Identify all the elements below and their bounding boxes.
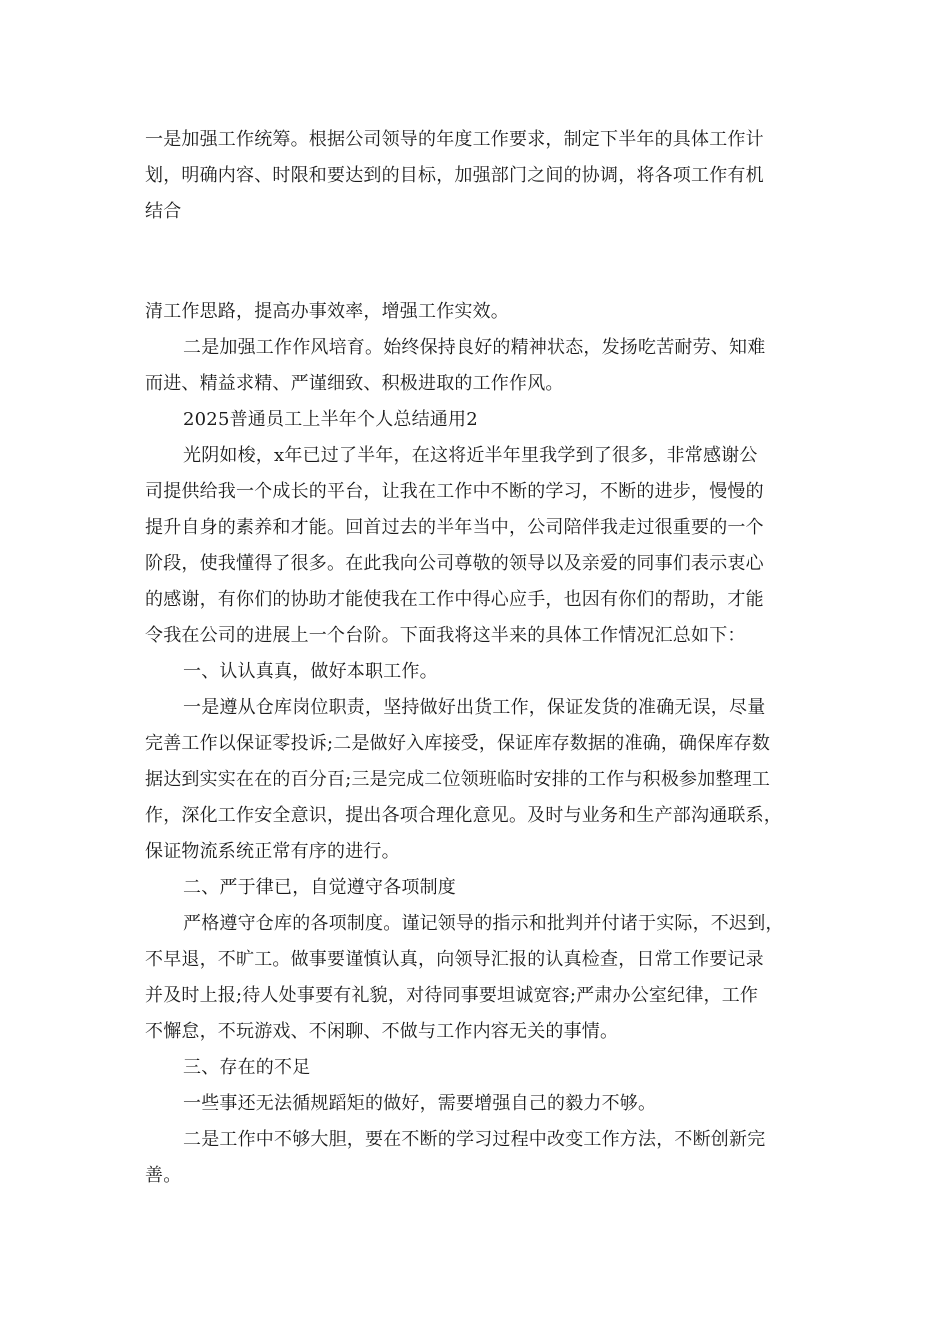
paragraph-start: 二是加强工作作风培育。始终保持良好的精神状态，发扬吃苦耐劳、知难 bbox=[183, 337, 766, 358]
paragraph-start: 光阴如梭，x年已过了半年，在这将近半年里我学到了很多，非常感谢公 bbox=[183, 445, 758, 466]
section-title: 2025普通员工上半年个人总结通用2 bbox=[183, 409, 478, 430]
text-line: 并及时上报;待人处事要有礼貌，对待同事要坦诚宽容;严肃办公室纪律，工作 bbox=[145, 985, 759, 1006]
paragraph-start: 严格遵守仓库的各项制度。谨记领导的指示和批判并付诸于实际，不迟到， bbox=[183, 913, 784, 934]
text-line: 提升自身的素养和才能。回首过去的半年当中，公司陪伴我走过很重要的一个 bbox=[145, 517, 764, 538]
text-line: 一是加强工作统筹。根据公司领导的年度工作要求，制定下半年的具体工作计 bbox=[145, 129, 764, 150]
text-line: 而进、精益求精、严谨细致、积极进取的工作作风。 bbox=[145, 373, 564, 394]
text-line: 司提供给我一个成长的平台，让我在工作中不断的学习，不断的进步，慢慢的 bbox=[145, 481, 764, 502]
heading-3: 三、存在的不足 bbox=[183, 1057, 311, 1078]
text-line: 清工作思路，提高办事效率，增强工作实效。 bbox=[145, 301, 509, 322]
text-line: 的感谢，有你们的协助才能使我在工作中得心应手，也因有你们的帮助，才能 bbox=[145, 589, 764, 610]
text-line: 阶段，使我懂得了很多。在此我向公司尊敬的领导以及亲爱的同事们表示衷心 bbox=[145, 553, 764, 574]
text-line: 保证物流系统正常有序的进行。 bbox=[145, 841, 400, 862]
paragraph-start: 二是工作中不够大胆，要在不断的学习过程中改变工作方法，不断创新完 bbox=[183, 1129, 766, 1150]
paragraph-start: 一是遵从仓库岗位职责，坚持做好出货工作，保证发货的准确无误，尽量 bbox=[183, 697, 766, 718]
document-page bbox=[145, 122, 810, 1194]
heading-2: 二、严于律已，自觉遵守各项制度 bbox=[183, 877, 456, 898]
text-line: 善。 bbox=[145, 1165, 182, 1186]
text-line: 作，深化工作安全意识，提出各项合理化意见。及时与业务和生产部沟通联系， bbox=[145, 805, 782, 826]
text-line: 划，明确内容、时限和要达到的目标，加强部门之间的协调，将各项工作有机 bbox=[145, 165, 764, 186]
text-line: 结合 bbox=[145, 201, 182, 222]
text-line: 不早退，不旷工。做事要谨慎认真，向领导汇报的认真检查，日常工作要记录 bbox=[145, 949, 764, 970]
text-line: 据达到实实在在的百分百;三是完成二位领班临时安排的工作与积极参加整理工 bbox=[145, 769, 771, 790]
text-line: 不懈怠，不玩游戏、不闲聊、不做与工作内容无关的事情。 bbox=[145, 1021, 619, 1042]
heading-1: 一、认认真真，做好本职工作。 bbox=[183, 661, 438, 682]
paragraph-start: 一些事还无法循规蹈矩的做好，需要增强自己的毅力不够。 bbox=[183, 1093, 657, 1114]
page-gap bbox=[145, 230, 810, 294]
text-line: 令我在公司的进展上一个台阶。下面我将这半来的具体工作情况汇总如下： bbox=[145, 625, 746, 646]
text-line: 完善工作以保证零投诉;二是做好入库接受，保证库存数据的准确，确保库存数 bbox=[145, 733, 771, 754]
